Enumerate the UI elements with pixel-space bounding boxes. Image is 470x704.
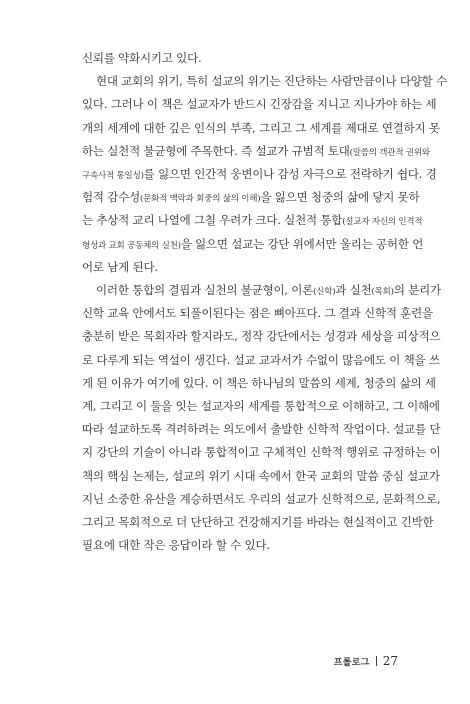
inline-note: (설교자 자신의 인격적 xyxy=(342,217,423,228)
body-text-line xyxy=(82,189,420,205)
line-text: 어로 남게 된다. xyxy=(82,259,158,274)
inline-note: (목회) xyxy=(371,287,394,297)
body-text-line xyxy=(82,212,423,228)
body-text-line xyxy=(82,398,440,414)
body-text-line xyxy=(96,282,441,298)
body-text-line xyxy=(82,328,441,344)
line-text: 지 강단의 기술이 아니라 통합적이고 구체적인 신학적 행위로 규정하는 이 xyxy=(82,445,441,460)
line-text: 과 실천 xyxy=(335,283,372,297)
body-text-line xyxy=(82,166,437,182)
line-text: 를 잃으면 인간적 웅변이나 감성 자극으로 전락하기 쉽다. 경 xyxy=(143,167,437,181)
body-text-line xyxy=(82,375,436,391)
line-text: 하는 실천적 불균형에 주목한다. 즉 설교가 규범적 토대 xyxy=(82,143,350,158)
body-text-line xyxy=(82,352,440,368)
body-text-line xyxy=(82,444,441,460)
inline-note: 형성과 교회 공동체의 실천) xyxy=(82,240,181,251)
body-text-line xyxy=(82,143,430,159)
body-text-line xyxy=(82,514,434,530)
line-text: 따라 설교하도록 격려하려는 의도에서 출발한 신학적 작업이다. 설교를 단 xyxy=(82,422,441,437)
body-text-line xyxy=(82,120,440,136)
page-number: 27 xyxy=(382,654,398,668)
line-text: 이러한 통합의 결핍과 실천의 불균형이, 이론 xyxy=(96,283,314,297)
line-text: 게 된 이유가 여기에 있다. 이 책은 하나님의 말씀의 세계, 청중의 삶의 세 xyxy=(82,375,436,390)
body-text-line xyxy=(82,96,437,112)
line-text: 험적 감수성 xyxy=(82,190,140,205)
body-text-line xyxy=(82,468,440,484)
line-text: 충분히 받은 목회자라 할지라도, 정작 강단에서는 성경과 세상을 피상적으 xyxy=(82,329,441,344)
footer-divider xyxy=(376,656,377,666)
body-text-line xyxy=(82,236,424,252)
page-footer xyxy=(334,654,398,670)
inline-note: (문화적 맥락과 회중의 삶의 이해) xyxy=(140,194,261,205)
line-text: 의 분리가 xyxy=(393,283,441,297)
body-text-line xyxy=(82,50,388,66)
line-text: 신뢰를 약화시키고 있다. xyxy=(82,51,202,65)
inline-note: (신학) xyxy=(313,287,336,297)
line-text: 필요에 대한 작은 응답이라 할 수 있다. xyxy=(82,538,270,553)
line-text: 을 잃으면 청중의 삶에 닿지 못하 xyxy=(260,190,420,205)
body-text-line xyxy=(82,537,388,553)
body-text-line xyxy=(82,305,433,321)
body-text-line xyxy=(82,491,441,507)
line-text: 지닌 소중한 유산을 계승하면서도 우리의 설교가 신학적으로, 문화적으로, xyxy=(82,491,441,506)
line-text: 책의 핵심 논제는, 설교의 위기 시대 속에서 한국 교회의 말씀 중심 설교가 xyxy=(82,468,440,483)
line-text: 을 잃으면 설교는 강단 위에서만 울리는 공허한 언 xyxy=(180,236,424,251)
line-text: 개의 세계에 대한 깊은 인식의 부족, 그리고 그 세계를 제대로 연결하지 못 xyxy=(82,120,440,135)
line-text: 현대 교회의 위기, 특히 설교의 위기는 진단하는 사람만큼이나 다양할 수 xyxy=(96,74,447,89)
inline-note: 구속사적 통일성) xyxy=(82,171,144,181)
line-text: 신학 교육 안에서도 되풀이된다는 점은 뼈아프다. 그 결과 신학적 훈련을 xyxy=(82,306,433,321)
inline-note: (말씀의 객관적 권위와 xyxy=(349,147,430,158)
body-text-line xyxy=(82,259,388,275)
chapter-label: 프롤로그 xyxy=(333,658,370,668)
line-text: 계, 그리고 이 둘을 잇는 설교자의 세계를 통합적으로 이해하고, 그 이해에 xyxy=(82,399,440,413)
line-text: 있다. 그러나 이 책은 설교자가 반드시 긴장감을 지니고 지나가야 하는 세 xyxy=(82,97,437,112)
body-text-line xyxy=(82,421,441,437)
line-text: 는 추상적 교리 나열에 그칠 우려가 크다. 실천적 통합 xyxy=(82,213,343,228)
line-text: 로 다루게 되는 역설이 생긴다. 설교 교과서가 수없이 많음에도 이 책을 쓰 xyxy=(82,352,440,367)
body-text-line xyxy=(96,73,447,89)
line-text: 그리고 목회적으로 더 단단하고 건강해지기를 바라는 현실적이고 긴박한 xyxy=(82,515,434,529)
